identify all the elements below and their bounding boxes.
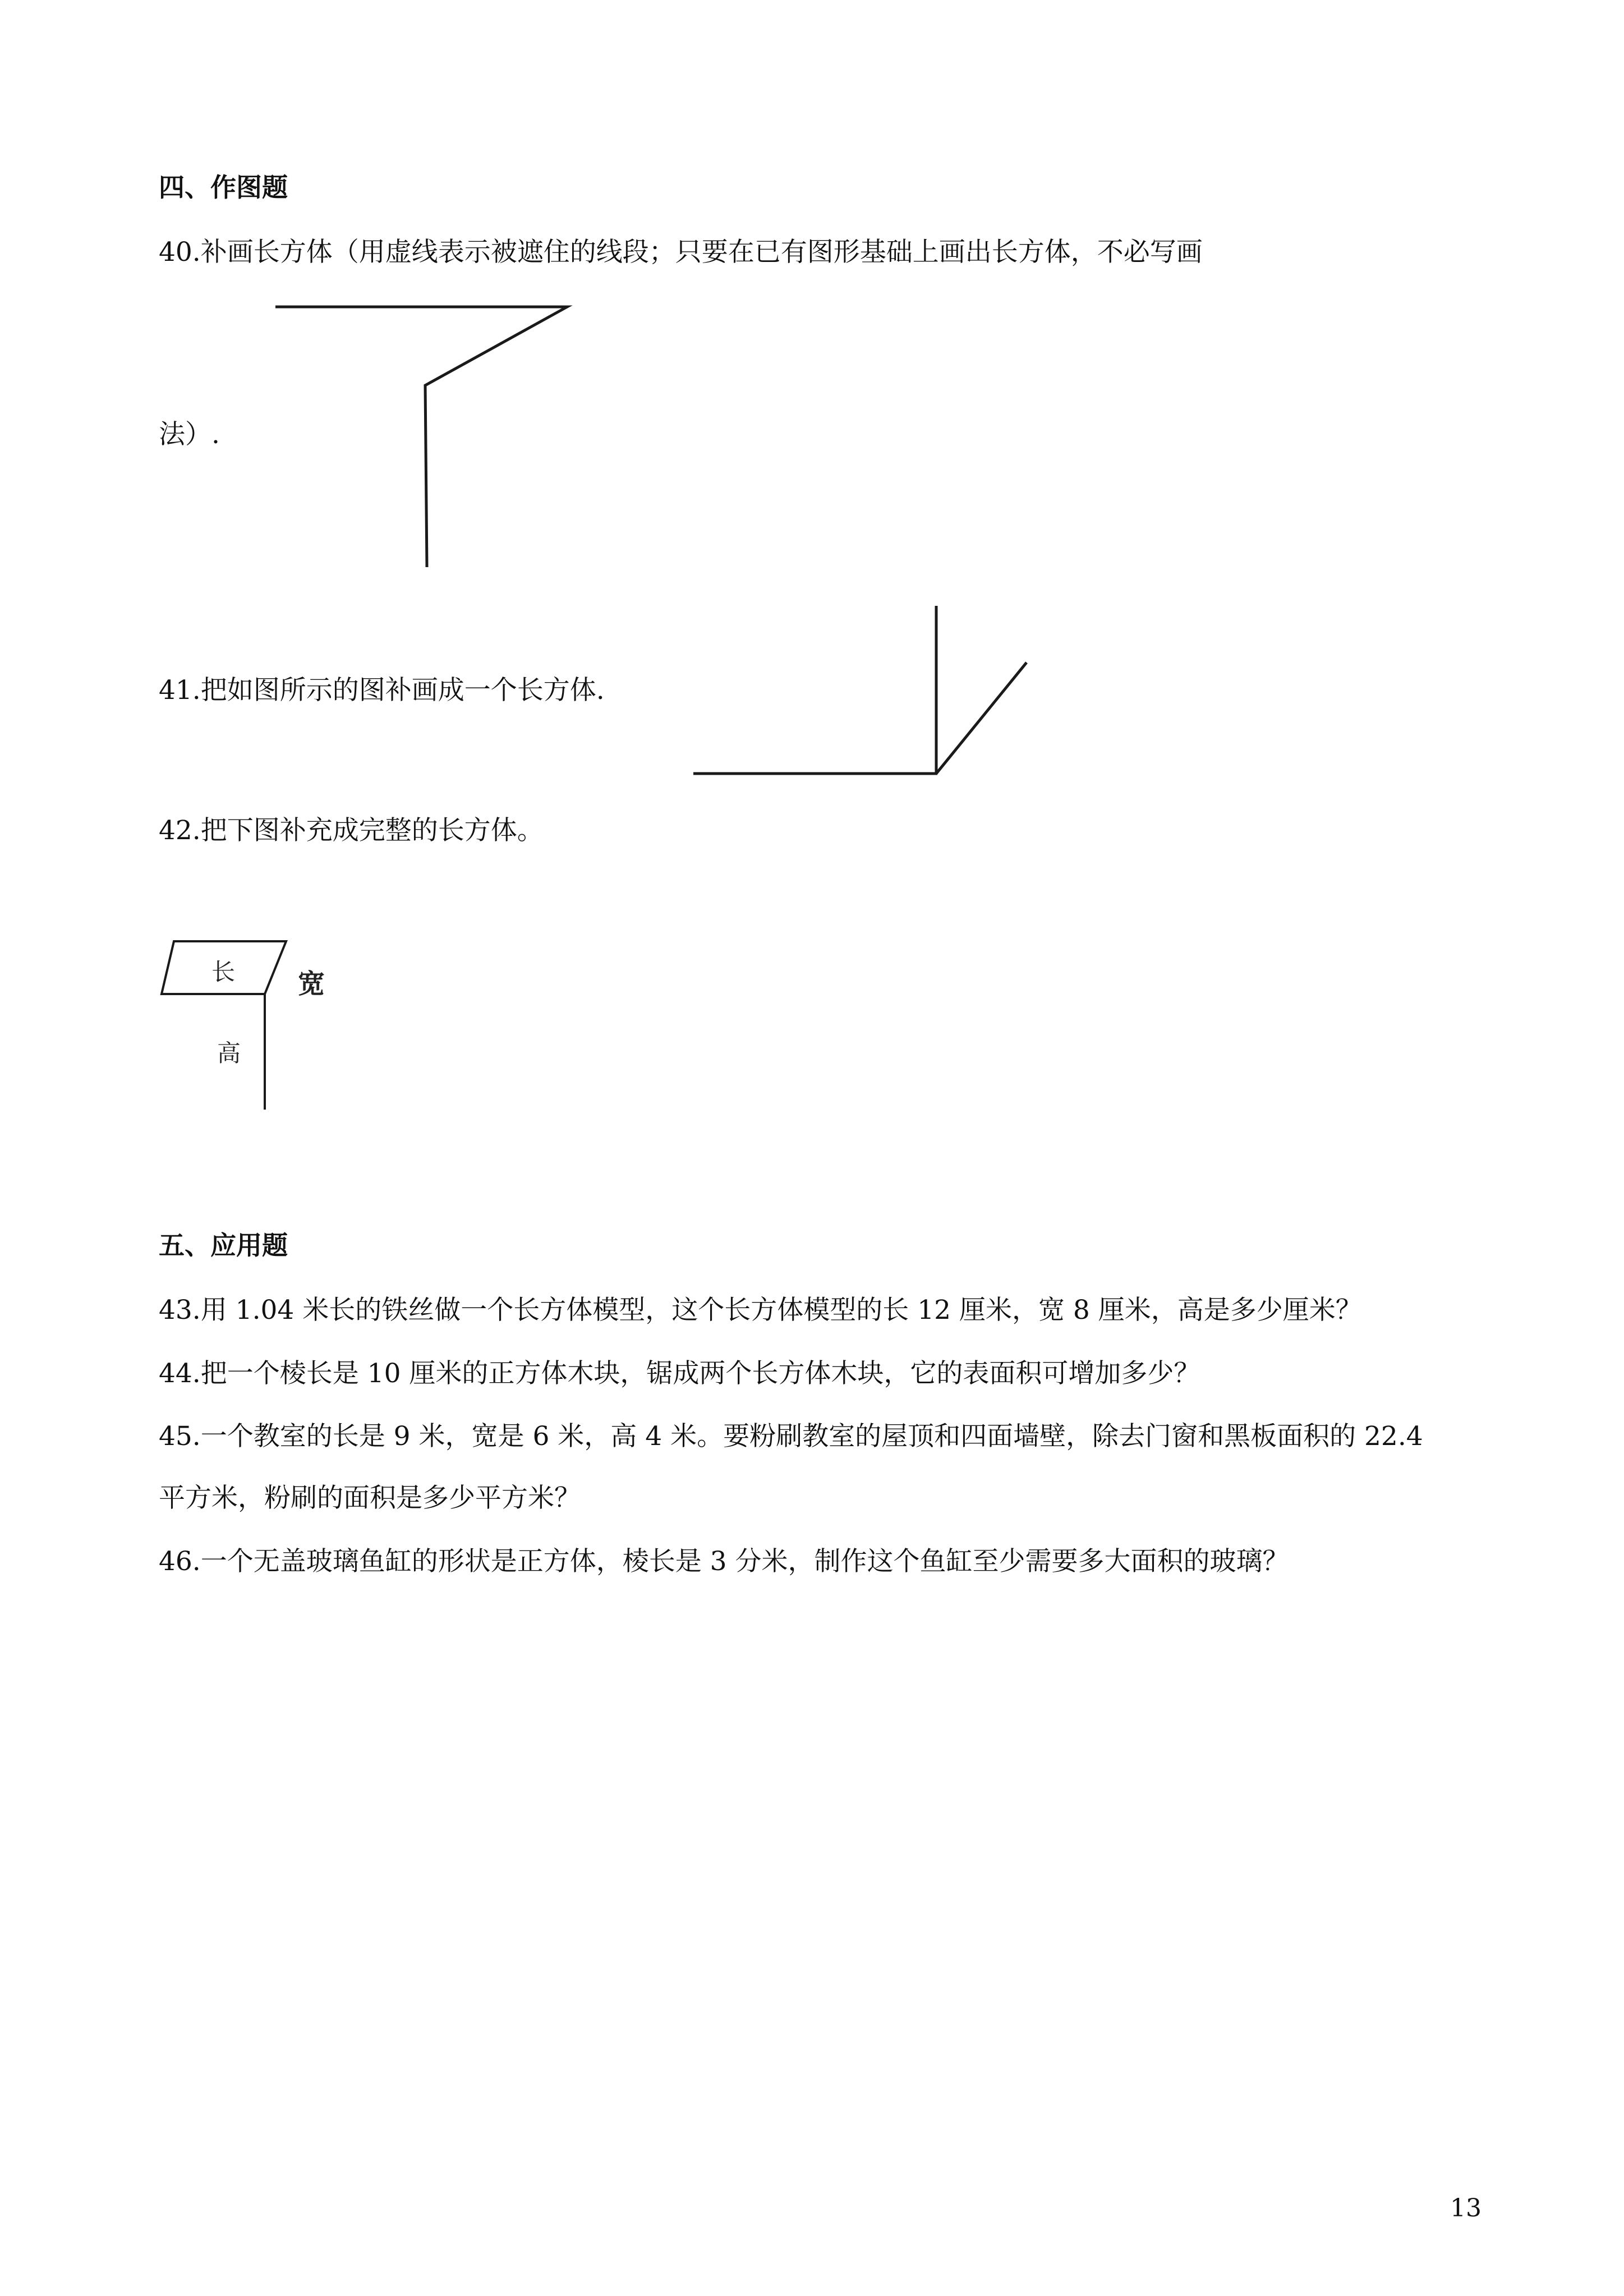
section-heading-application: 五、应用题 <box>159 1230 288 1260</box>
question-44-text: 44.把一个棱长是 10 厘米的正方体木块，锯成两个长方体木块，它的表面积可增加多少？ <box>159 1358 1200 1389</box>
section-heading-drawing: 四、作图题 <box>159 172 288 203</box>
question-46-text: 46.一个无盖玻璃鱼缸的形状是正方体，棱长是 3 分米，制作这个鱼缸至少需要多大面积的玻璃？ <box>159 1546 1289 1577</box>
q42-height-label: 高 <box>217 1039 241 1067</box>
question-45-text-line2: 平方米，粉刷的面积是多少平方米？ <box>159 1483 581 1513</box>
question-40-figure <box>269 297 578 572</box>
q41-slant-edge <box>936 662 1027 774</box>
page-number: 13 <box>1450 2194 1482 2223</box>
question-41-text: 41.把如图所示的图补画成一个长方体. <box>159 675 605 706</box>
question-42-figure <box>157 937 393 1128</box>
question-42-text: 42.把下图补充成完整的长方体。 <box>159 815 544 846</box>
q42-length-label: 长 <box>211 958 236 986</box>
question-43-text: 43.用 1.04 米长的铁丝做一个长方体模型，这个长方体模型的长 12 厘米，宽 8 厘米，高是多少厘米？ <box>159 1295 1362 1326</box>
question-40-text-line1: 40.补画长方体（用虚线表示被遮住的线段；只要在已有图形基础上画出长方体，不必写画 <box>159 237 1203 268</box>
q40-given-edges <box>275 307 567 567</box>
q42-width-label: 宽 <box>297 968 325 1000</box>
question-45-text-line1: 45.一个教室的长是 9 米，宽是 6 米，高 4 米。要粉刷教室的屋顶和四面墙壁，除去门窗和黑板面积的 22.4 <box>159 1421 1423 1452</box>
question-40-text-line2: 法）. <box>159 419 220 450</box>
question-41-figure <box>684 595 1043 785</box>
